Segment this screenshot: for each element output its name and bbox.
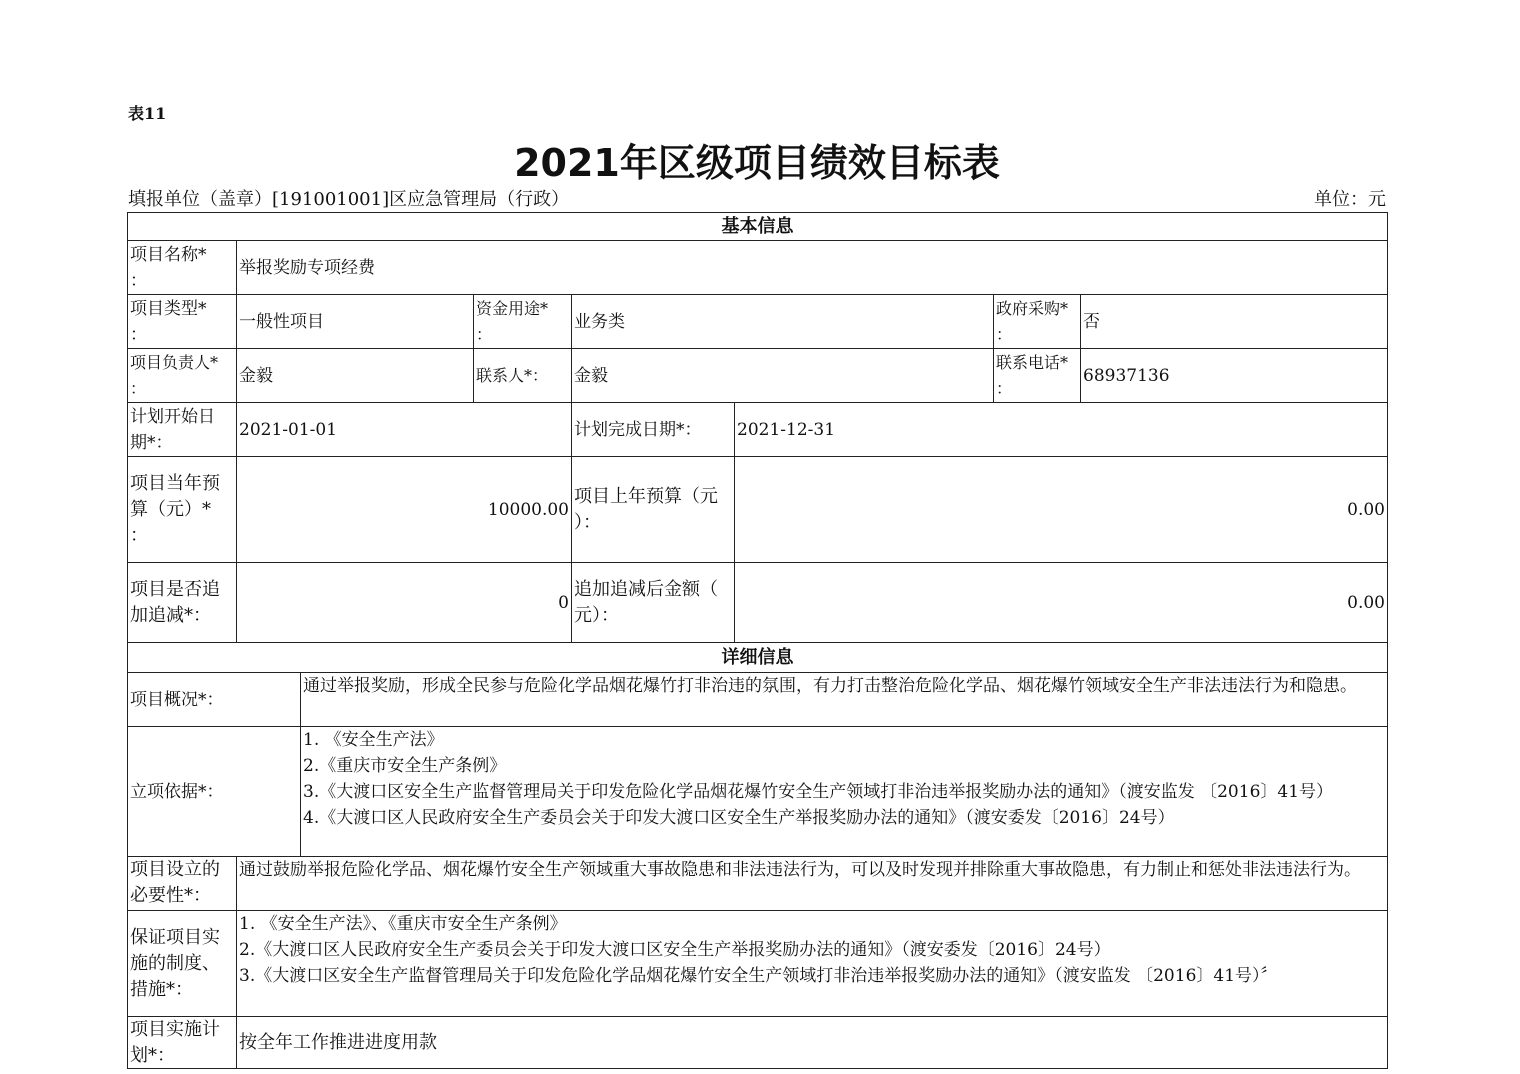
plan-label: 项目实施计 划*： [127, 1016, 237, 1069]
adjust-label: 项目是否追 加追减*： [127, 562, 237, 643]
measure-item: 2.《大渡口区人民政府安全生产委员会关于印发大渡口区安全生产举报奖励办法的通知》（渡安委发〔2016〕24号） [239, 940, 1111, 960]
start-date-label: 计划开始日 期*： [127, 402, 237, 457]
measure-item: 3.《大渡口区安全生产监督管理局关于印发危险化学品烟花爆竹安全生产领域打非治违举报奖励办法的通知》（渡安监发 〔2016〕41号）〞 [239, 966, 1278, 986]
measure-item: 1. 《安全生产法》、《重庆市安全生产条例》 [239, 914, 567, 934]
measures-list [236, 910, 1388, 1017]
page-title: 2021年区级项目绩效目标表 [514, 141, 1000, 185]
gov-purchase-value: 否 [1080, 294, 1388, 349]
contact-value: 金毅 [571, 348, 994, 403]
owner-value: 金毅 [236, 348, 474, 403]
section-header-basic: 基本信息 [127, 212, 1388, 241]
budget-label: 项目当年预 算（元）* ： [127, 456, 237, 563]
project-name-value: 举报奖励专项经费 [236, 240, 1388, 295]
project-name-label: 项目名称* ： [127, 240, 237, 295]
phone-value: 68937136 [1080, 348, 1388, 403]
project-type-label: 项目类型* ： [127, 294, 237, 349]
necessity-value: 通过鼓励举报危险化学品、烟花爆竹安全生产领域重大事故隐患和非法违法行为，可以及时发现并排除重大事故隐患，有力制止和惩处非法违法行为。 [236, 856, 1388, 911]
section-header-detail: 详细信息 [127, 642, 1388, 673]
after-adjust-value: 0.00 [734, 562, 1388, 643]
fund-use-label: 资金用途* ： [473, 294, 572, 349]
end-date-value: 2021-12-31 [734, 402, 1388, 457]
table-number: 表11 [128, 104, 167, 123]
gov-purchase-label: 政府采购* ： [993, 294, 1081, 349]
project-type-value: 一般性项目 [236, 294, 474, 349]
prev-budget-label: 项目上年预算（元 ）： [571, 456, 735, 563]
basis-item: 3.《大渡口区安全生产监督管理局关于印发危险化学品烟花爆竹安全生产领域打非治违举报奖励办法的通知》（渡安监发 〔2016〕41号） [303, 782, 1334, 802]
overview-value: 通过举报奖励，形成全民参与危险化学品烟花爆竹打非治违的氛围，有力打击整治危险化学品、烟花爆竹领域安全生产非法违法行为和隐患。 [300, 672, 1388, 727]
contact-label: 联系人*： [473, 348, 572, 403]
owner-label: 项目负责人* ： [127, 348, 237, 403]
currency-unit: 单位：元 [1314, 189, 1386, 210]
measures-label: 保证项目实 施的制度、 措施*： [127, 910, 237, 1017]
adjust-value: 0 [236, 562, 572, 643]
start-date-value: 2021-01-01 [236, 402, 572, 457]
basis-list [300, 726, 1388, 857]
budget-value: 10000.00 [236, 456, 572, 563]
basis-label: 立项依据*： [127, 726, 301, 857]
basis-item: 2.《重庆市安全生产条例》 [303, 756, 507, 776]
filling-unit: 填报单位（盖章）[191001001]区应急管理局（行政） [128, 189, 570, 210]
basis-item: 1. 《安全生产法》 [303, 730, 444, 750]
basis-item: 4.《大渡口区人民政府安全生产委员会关于印发大渡口区安全生产举报奖励办法的通知》（渡安委发〔2016〕24号） [303, 808, 1175, 828]
prev-budget-value: 0.00 [734, 456, 1388, 563]
necessity-label: 项目设立的 必要性*： [127, 856, 237, 911]
after-adjust-label: 追加追减后金额（ 元）： [571, 562, 735, 643]
phone-label: 联系电话* ： [993, 348, 1081, 403]
end-date-label: 计划完成日期*： [571, 402, 735, 457]
plan-value: 按全年工作推进进度用款 [236, 1016, 1388, 1069]
overview-label: 项目概况*： [127, 672, 301, 727]
fund-use-value: 业务类 [571, 294, 994, 349]
